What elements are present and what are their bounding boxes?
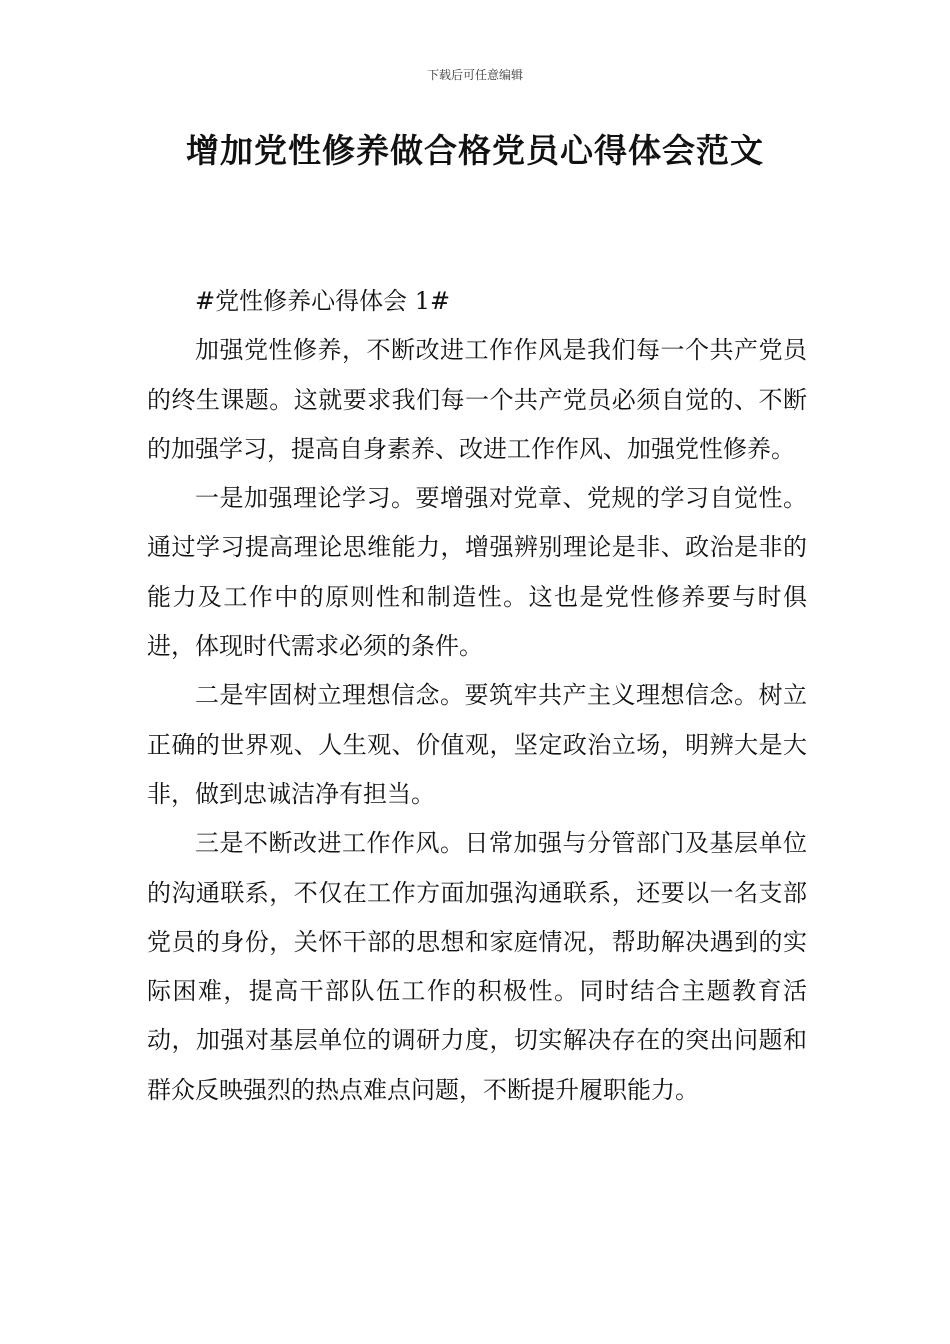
paragraph-theory-study: 一是加强理论学习。要增强对党章、党规的学习自觉性。通过学习提高理论思维能力，增强辨别理论是非、政治是非的能力及工作中的原则性和制造性。这也是党性修养要与时俱进，体现时代需求必须的条件。 bbox=[147, 484, 807, 661]
header-note: 下载后可任意编辑 bbox=[426, 68, 523, 82]
document-title: 增加党性修养做合格党员心得体会范文 bbox=[186, 131, 764, 170]
paragraph-work-style: 三是不断改进工作作风。日常加强与分管部门及基层单位的沟通联系，不仅在工作方面加强沟通联系，还要以一名支部党员的身份，关怀干部的思想和家庭情况，帮助解决遇到的实际困难，提高干部队伍工作的积极性。同时结合主题教育活动，加强对基层单位的调研力度，切实解决存在的突出问题和群众反映强烈的热点难点问题，不断提升履职能力。 bbox=[147, 829, 807, 1104]
paragraph-intro: 加强党性修养，不断改进工作作风是我们每一个共产党员的终生课题。这就要求我们每一个共产党员必须自觉的、不断的加强学习，提高自身素养、改进工作作风、加强党性修养。 bbox=[147, 336, 807, 463]
document-body bbox=[147, 277, 807, 1115]
paragraph-ideals-beliefs: 二是牢固树立理想信念。要筑牢共产主义理想信念。树立正确的世界观、人生观、价值观，坚定政治立场，明辨大是大非，做到忠诚洁净有担当。 bbox=[147, 681, 807, 808]
section-heading: #党性修养心得体会 1# bbox=[195, 287, 451, 315]
